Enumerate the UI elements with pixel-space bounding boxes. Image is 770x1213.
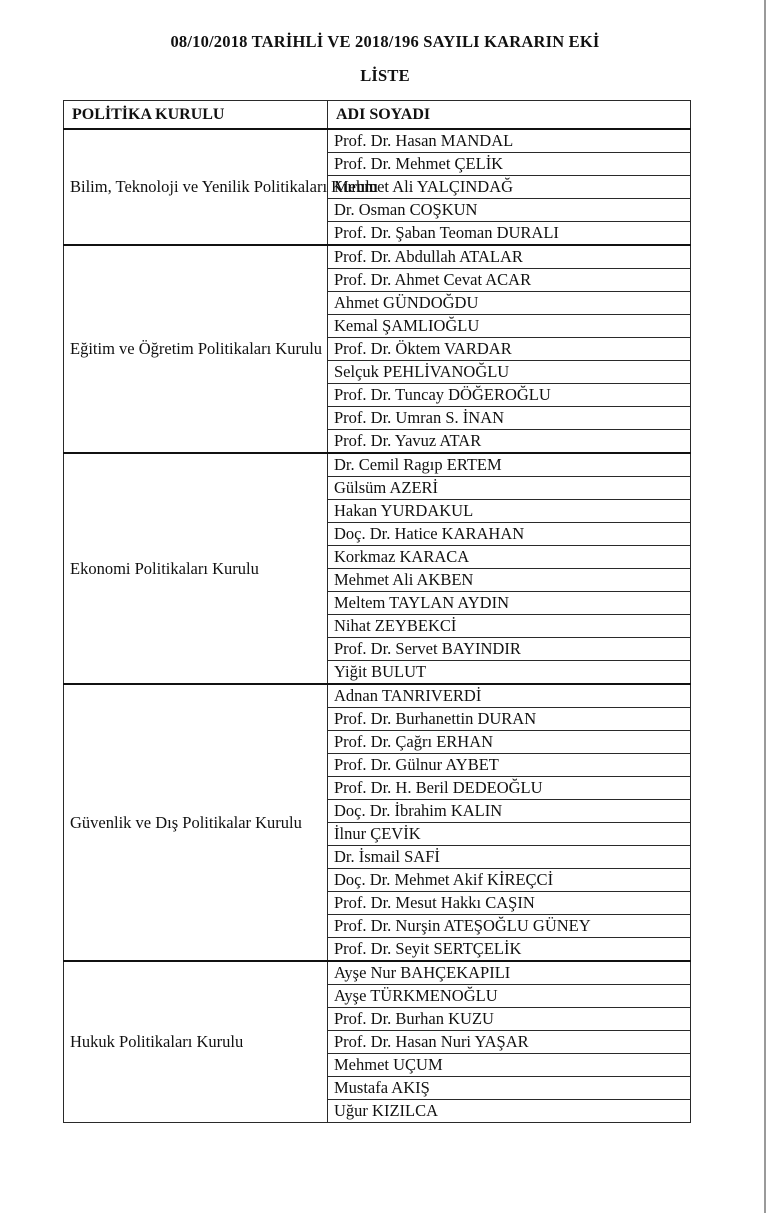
member-name: Ayşe TÜRKMENOĞLU [328,985,691,1008]
member-name: Doç. Dr. İbrahim KALIN [328,800,691,823]
member-name: Prof. Dr. Çağrı ERHAN [328,731,691,754]
council-name: Bilim, Teknoloji ve Yenilik Politikaları Kurulu [64,129,328,245]
member-name: Mehmet UÇUM [328,1054,691,1077]
council-members-table [63,100,691,1123]
member-name: Dr. Cemil Ragıp ERTEM [328,453,691,477]
member-name: Prof. Dr. Öktem VARDAR [328,338,691,361]
member-name: İlnur ÇEVİK [328,823,691,846]
member-name: Selçuk PEHLİVANOĞLU [328,361,691,384]
member-name: Prof. Dr. H. Beril DEDEOĞLU [328,777,691,800]
member-name: Korkmaz KARACA [328,546,691,569]
member-name: Mustafa AKIŞ [328,1077,691,1100]
member-name: Dr. İsmail SAFİ [328,846,691,869]
council-name: Eğitim ve Öğretim Politikaları Kurulu [64,245,328,453]
member-name: Prof. Dr. Mesut Hakkı CAŞIN [328,892,691,915]
header-row [64,101,691,130]
council-name: Ekonomi Politikaları Kurulu [64,453,328,684]
table-header [64,101,691,130]
document-subtitle: LİSTE [360,66,410,85]
member-name: Prof. Dr. Mehmet ÇELİK [328,153,691,176]
member-name: Prof. Dr. Burhanettin DURAN [328,708,691,731]
member-name: Kemal ŞAMLIOĞLU [328,315,691,338]
member-name: Nihat ZEYBEKCİ [328,615,691,638]
member-name: Uğur KIZILCA [328,1100,691,1123]
member-name: Prof. Dr. Hasan MANDAL [328,129,691,153]
member-name: Yiğit BULUT [328,661,691,685]
member-name: Prof. Dr. Umran S. İNAN [328,407,691,430]
member-name: Mehmet Ali YALÇINDAĞ [328,176,691,199]
member-name: Adnan TANRIVERDİ [328,684,691,708]
member-name: Ayşe Nur BAHÇEKAPILI [328,961,691,985]
member-name: Ahmet GÜNDOĞDU [328,292,691,315]
council-name: Hukuk Politikaları Kurulu [64,961,328,1123]
member-name: Prof. Dr. Tuncay DÖĞEROĞLU [328,384,691,407]
table-row [64,684,691,708]
member-name: Prof. Dr. Seyit SERTÇELİK [328,938,691,962]
member-name: Gülsüm AZERİ [328,477,691,500]
council-group [64,684,691,961]
member-name: Prof. Dr. Servet BAYINDIR [328,638,691,661]
member-name: Meltem TAYLAN AYDIN [328,592,691,615]
member-name: Doç. Dr. Hatice KARAHAN [328,523,691,546]
table-row [64,129,691,153]
member-name: Dr. Osman COŞKUN [328,199,691,222]
council-group [64,961,691,1123]
document-title: 08/10/2018 TARİHLİ VE 2018/196 SAYILI KARARIN EKİ [170,32,600,51]
council-group [64,453,691,684]
table-row [64,453,691,477]
member-name: Prof. Dr. Burhan KUZU [328,1008,691,1031]
member-name: Prof. Dr. Nurşin ATEŞOĞLU GÜNEY [328,915,691,938]
council-group [64,245,691,453]
member-name: Prof. Dr. Şaban Teoman DURALI [328,222,691,246]
member-name: Doç. Dr. Mehmet Akif KİREÇCİ [328,869,691,892]
council-group [64,129,691,245]
table-row [64,245,691,269]
member-name: Prof. Dr. Hasan Nuri YAŞAR [328,1031,691,1054]
member-name: Mehmet Ali AKBEN [328,569,691,592]
column-header-council: POLİTİKA KURULU [64,101,328,130]
table-row [64,961,691,985]
member-name: Hakan YURDAKUL [328,500,691,523]
member-name: Prof. Dr. Yavuz ATAR [328,430,691,454]
council-name: Güvenlik ve Dış Politikalar Kurulu [64,684,328,961]
member-name: Prof. Dr. Gülnur AYBET [328,754,691,777]
column-header-name: ADI SOYADI [328,101,691,130]
member-name: Prof. Dr. Ahmet Cevat ACAR [328,269,691,292]
member-name: Prof. Dr. Abdullah ATALAR [328,245,691,269]
page-edge-rule [764,0,766,1213]
